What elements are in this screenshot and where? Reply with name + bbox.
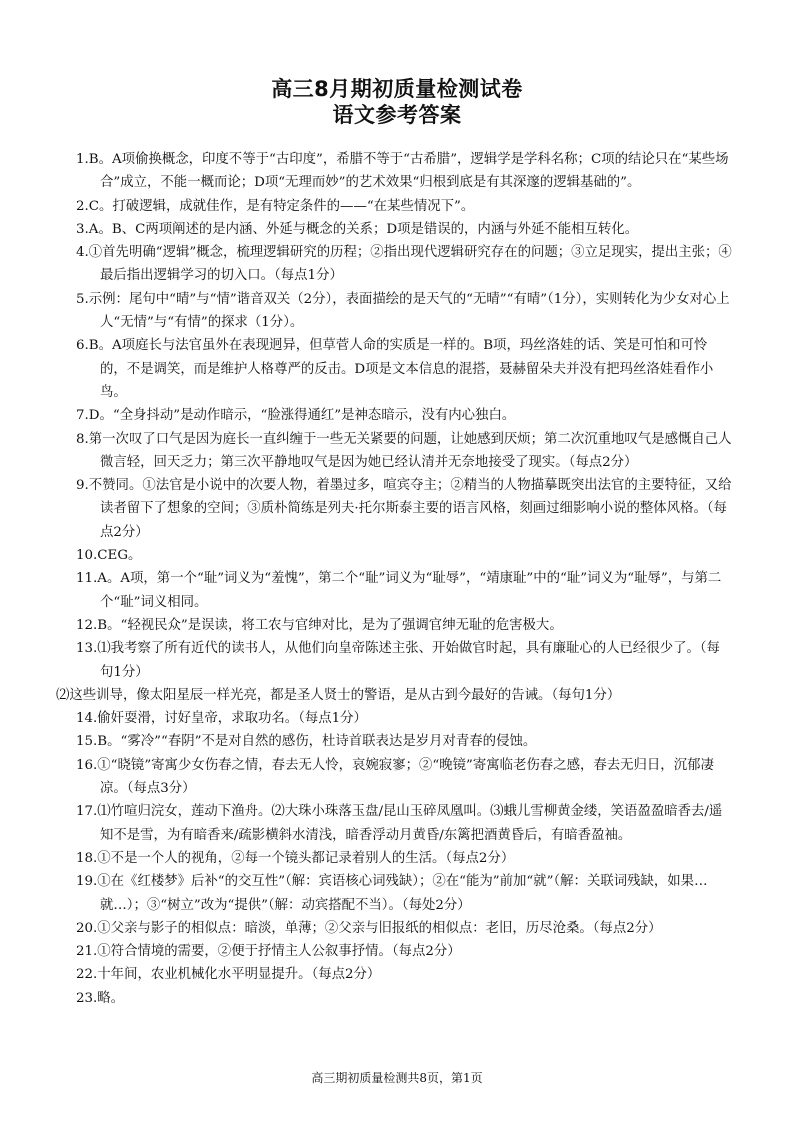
- answer-item-10: 10.CEG。: [76, 548, 142, 564]
- answer-list: [56, 148, 732, 1010]
- answer-item-7: 7.D。“全身抖动”是动作暗示，“脸涨得通红”是神态暗示，没有内心独白。: [76, 408, 516, 424]
- answer-item-8: 8.第一次叹了口气是因为庭长一直纠缠于一些无关紧要的问题，让她感到厌烦；第二次沉重地叹气是感慨自己人微言轻，回天乏力；第三次平静地叹气是因为她已经认清并无奈地接受了现实。（每点2分）: [76, 431, 732, 470]
- answer-item-19: 19.①在《红楼梦》后补“的交互性”（解：宾语核心词残缺）；②在“能为”前加“就”（解：关联词残缺，如果…就…）；③“树立”改为“提供”（解：动宾搭配不当）。（每处2分）: [76, 874, 708, 913]
- answer-item-17: 17.⑴竹喧归浣女，莲动下渔舟。⑵大珠小珠落玉盘/昆山玉碎凤凰叫。⑶蛾儿雪柳黄金缕，笑语盈盈暗香去/遥知不是雪，为有暗香来/疏影横斜水清浅，暗香浮动月黄昏/东篱把酒黄昏后，有暗香盈袖。: [76, 804, 723, 843]
- page-footer: 高三期初质量检测共8页，第1页: [311, 1071, 483, 1085]
- answer-item-20: 20.①父亲与影子的相似点：暗淡，单薄；②父亲与旧报纸的相似点：老旧，历尽沧桑。（每点2分）: [76, 920, 662, 936]
- answer-item-23: 23.略。: [76, 990, 125, 1006]
- answer-item-3: 3.A。B、C两项阐述的是内涵、外延与概念的关系；D项是错误的，内涵与外延不能相互转化。: [76, 221, 639, 237]
- answer-item-11: 11.A。A项，第一个“耻”词义为“羞愧”，第二个“耻”词义为“耻辱”，“靖康耻”中的“耻”词义为“耻辱”，与第二个“耻”词义相同。: [76, 571, 722, 610]
- answer-item-14: 14.偷奸耍滑，讨好皇帝，求取功名。（每点1分）: [76, 711, 367, 727]
- answer-item-6: 6.B。A项庭长与法官虽外在表现迥异，但草菅人命的实质是一样的。B项，玛丝洛娃的话、笑是可怕和可怜的，不是调笑，而是维护人格尊严的反击。D项是文本信息的混搭，聂赫留朵夫并没有把玛丝洛娃看作小鸟。: [76, 338, 714, 400]
- answer-item-13-part-2: ⑵这些训导，像太阳星辰一样光亮，都是圣人贤士的警语，是从古到今最好的告诫。（每句1分）: [56, 687, 621, 703]
- answer-item-21: 21.①符合情境的需要，②便于抒情主人公叙事抒情。（每点2分）: [76, 944, 461, 960]
- answer-item-4: 4.①首先明确“逻辑”概念，梳理逻辑研究的历程；②指出现代逻辑研究存在的问题；③立足现实，提出主张；④最后指出逻辑学习的切入口。（每点1分）: [76, 245, 732, 284]
- answer-item-5: 5.示例：尾句中“晴”与“情”谐音双关（2分），表面描绘的是天气的“无晴”“有晴”（1分），实则转化为少女对心上人“无情”与“有情”的探求（1分）。: [76, 291, 730, 331]
- answer-item-22: 22.十年间，农业机械化水平明显提升。（每点2分）: [76, 967, 381, 983]
- answer-item-2: 2.C。打破逻辑，成就佳作，是有特定条件的——“在某些情况下”。: [76, 198, 475, 214]
- answer-item-15: 15.B。“雾冷”“春阴”不是对自然的感伤，杜诗首联表达是岁月对青春的侵蚀。: [76, 734, 537, 750]
- page-subtitle: 语文参考答案: [332, 103, 462, 127]
- answer-item-16: 16.①“晓镜”寄寓少女伤春之情，春去无人怜，哀婉寂寥；②“晚镜”寄寓临老伤春之感，春去无归日，沉郁凄凉。（每点3分）: [76, 757, 714, 797]
- answer-item-12: 12.B。“轻视民众”是误读，将工农与官绅对比，是为了强调官绅无耻的危害极大。: [76, 617, 563, 633]
- answer-item-1: 1.B。A项偷换概念，印度不等于“古印度”，希腊不等于“古希腊”，逻辑学是学科名称；C项的结论只在“某些场合”成立，不能一概而论；D项“无理而妙”的艺术效果“归根到底是有其深邃的逻辑基础的”。: [76, 152, 729, 191]
- answer-item-13: 13.⑴我考察了所有近代的读书人，从他们向皇帝陈述主张、开始做官时起，具有廉耻心的人已经很少了。（每句1分）: [76, 641, 720, 680]
- answer-item-9: 9.不赞同。①法官是小说中的次要人物，着墨过多，喧宾夺主；②精当的人物描摹既突出法官的主要特征，又给读者留下了想象的空间；③质朴简练是列夫·托尔斯泰主要的语言风格，刻画过细影响小说的整体风格。（每点2分）: [76, 478, 732, 540]
- answer-item-18: 18.①不是一个人的视角，②每一个镜头都记录着别人的生活。（每点2分）: [76, 850, 515, 866]
- page-title: 高三8月期初质量检测试卷: [271, 77, 523, 101]
